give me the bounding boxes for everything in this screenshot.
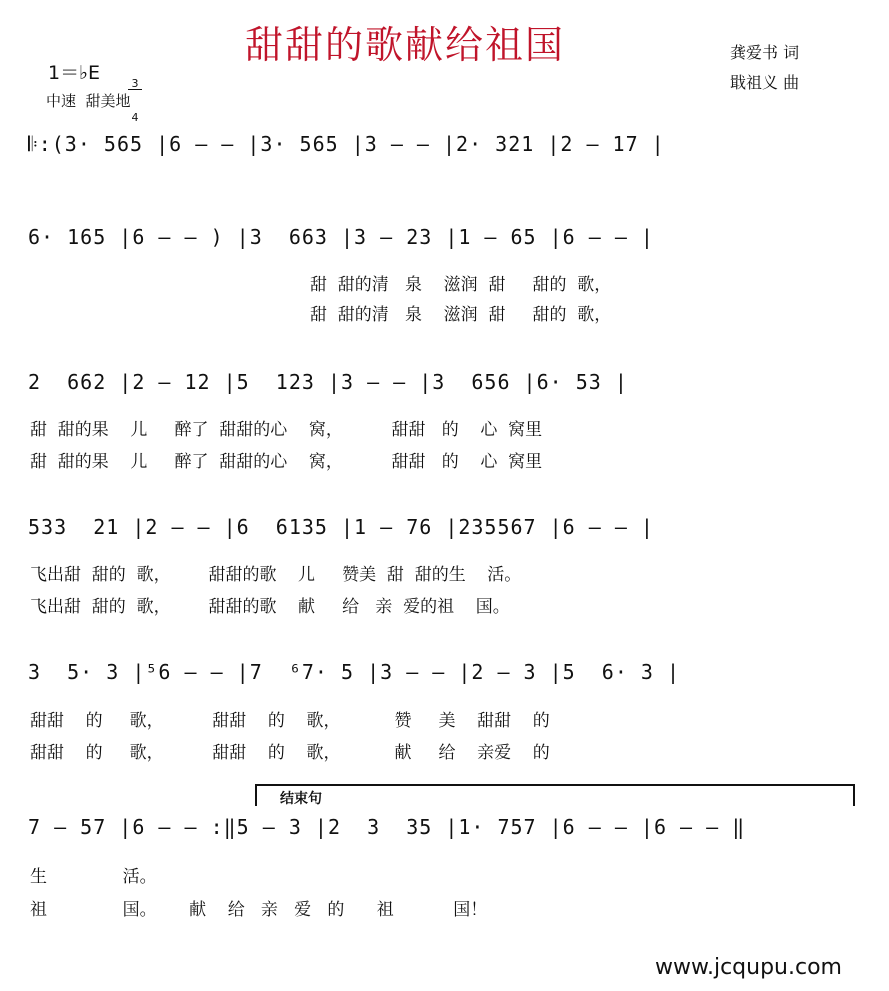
score-system-3: 2 662 |2 — 12 |5 123 |3 — — |3 656 |6· 53 | <box>28 370 628 394</box>
score-system-4: 533 21 |2 — — |6 6135 |1 — 76 |235567 |6 — — | <box>28 515 654 539</box>
lyrics-verse-1-line-3: 飞出甜 甜的 歌， 甜甜的歌 儿 赞美 甜 甜的生 活。 <box>30 565 522 585</box>
lyrics-verse-2-line-3: 飞出甜 甜的 歌， 甜甜的歌 献 给 亲 爱的祖 国。 <box>30 597 510 617</box>
score-system-5: 3 5· 3 |⁵6 — — |7 ⁶7· 5 |3 — — |2 — 3 |5 6· 3 | <box>28 660 681 684</box>
lyrics-verse-1-line-4: 甜甜 的 歌， 甜甜 的 歌， 赞 美 甜甜 的 <box>30 711 550 731</box>
tempo-marking: 中速 甜美地 <box>46 92 131 110</box>
lyrics-verse-2-line-5: 祖 国。 献 给 亲 爱 的 祖 国！ <box>30 900 488 920</box>
lyrics-verse-2-line-2: 甜 甜的果 儿 醉了 甜甜的心 窝， 甜甜 的 心 窝里 <box>30 452 543 472</box>
song-title: 甜甜的歌献给祖国 <box>245 23 566 67</box>
volta-bracket-right <box>853 784 855 806</box>
lyrics-verse-1-line-2: 甜 甜的果 儿 醉了 甜甜的心 窝， 甜甜 的 心 窝里 <box>30 420 543 440</box>
volta-bracket <box>255 784 855 786</box>
key-signature: 1＝♭E <box>48 62 101 84</box>
lyrics-verse-2-line-4: 甜甜 的 歌， 甜甜 的 歌， 献 给 亲爱 的 <box>30 743 550 763</box>
score-system-2: 6· 165 |6 — — ) |3 663 |3 — 23 |1 — 65 |6 — — | <box>28 225 654 249</box>
time-signature-bottom: 4 <box>131 111 139 124</box>
lyrics-verse-2-line-1: 甜 甜的清 泉 滋润 甜 甜的 歌， <box>310 305 612 325</box>
composer-credit: 戢祖义 曲 <box>730 73 800 92</box>
volta-bracket-left <box>255 784 257 806</box>
time-signature-top: 3 <box>128 78 142 90</box>
lyricist-credit: 龚爱书 词 <box>730 43 800 62</box>
score-system-1: 𝄆:(3· 565 |6 — — |3· 565 |3 — — |2· 321 |2 — 17 | <box>28 132 665 156</box>
footer-url: www.jcqupu.com <box>655 955 842 980</box>
lyrics-verse-1-line-5: 生 活。 <box>30 867 157 887</box>
lyrics-verse-1-line-1: 甜 甜的清 泉 滋润 甜 甜的 歌， <box>310 275 612 295</box>
score-system-6: 7 — 57 |6 — — :‖5 — 3 |2 3 35 |1· 757 |6 — — |6 — — ‖ <box>28 815 746 839</box>
volta-label: 结束句 <box>280 791 322 807</box>
